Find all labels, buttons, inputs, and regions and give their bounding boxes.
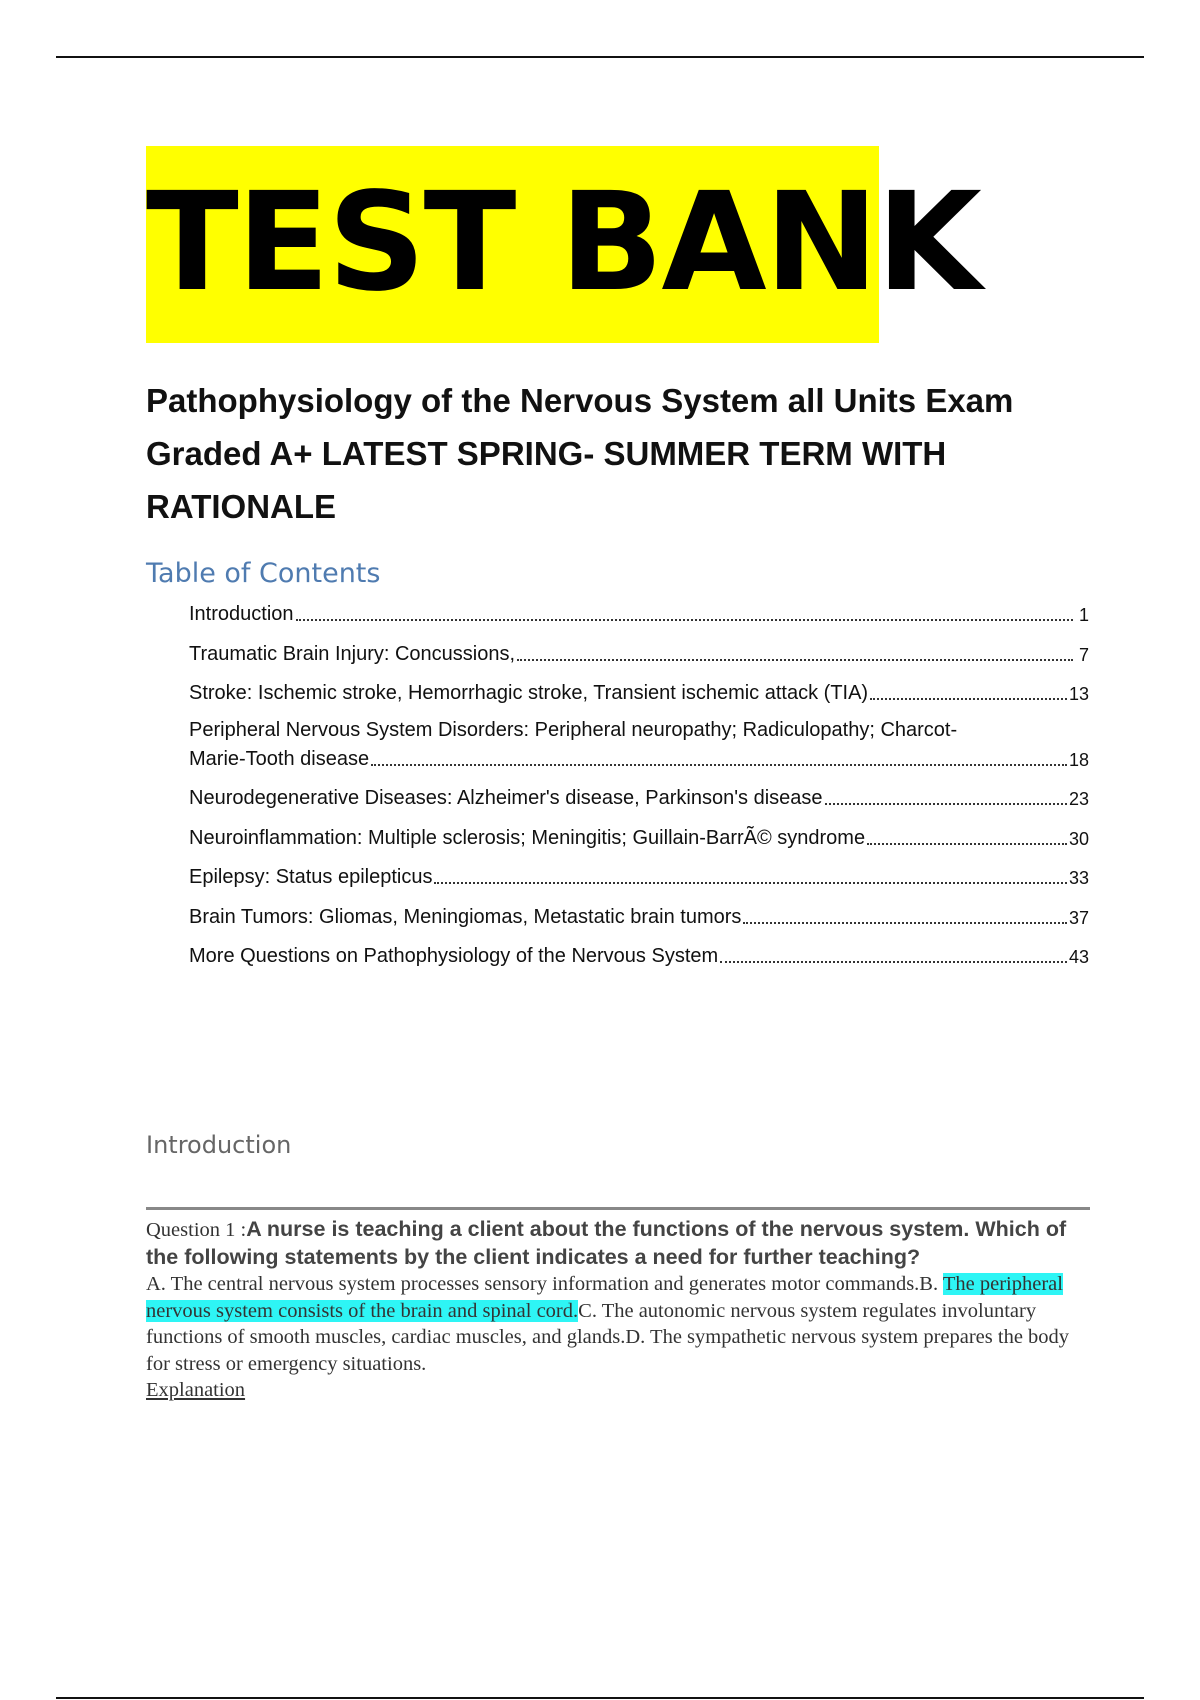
toc-entry-page: 30 bbox=[1068, 828, 1089, 849]
toc-entry-title: Stroke: Ischemic stroke, Hemorrhagic stroke, Transient ischemic attack (TIA) bbox=[189, 682, 869, 704]
toc-entry-title: Introduction bbox=[189, 603, 294, 625]
toc-entry-title: Neurodegenerative Diseases: Alzheimer's disease, Parkinson's disease bbox=[189, 787, 823, 809]
table-of-contents bbox=[189, 600, 1089, 982]
toc-entry-title: Neuroinflammation: Multiple sclerosis; Meningitis; Guillain-BarrÃ© syndrome bbox=[189, 826, 866, 849]
explanation-link[interactable]: Explanation bbox=[146, 1379, 246, 1401]
question-number: Question 1 : bbox=[146, 1219, 247, 1241]
toc-entry-title: Traumatic Brain Injury: Concussions, bbox=[189, 642, 516, 665]
header-rule bbox=[56, 56, 1144, 58]
toc-leader-dots bbox=[371, 764, 1067, 766]
toc-entry-traumatic-brain-injury[interactable] bbox=[189, 640, 1089, 666]
question-divider bbox=[146, 1207, 1090, 1210]
toc-entry-title: Brain Tumors: Gliomas, Meningiomas, Metastatic brain tumors bbox=[189, 905, 742, 928]
toc-heading: Table of Contents bbox=[146, 558, 381, 589]
toc-entry-page: 43 bbox=[1068, 947, 1089, 967]
section-heading-introduction: Introduction bbox=[146, 1131, 292, 1159]
toc-leader-dots bbox=[434, 882, 1067, 884]
test-bank-title: TEST BANK bbox=[146, 164, 980, 322]
toc-entry-neuroinflammation[interactable] bbox=[189, 824, 1089, 850]
toc-entry-peripheral-nervous-system[interactable] bbox=[189, 719, 1089, 771]
question-stem: A nurse is teaching a client about the functions of the nervous system. Which of the following statements by the client indicates a need for further teaching? bbox=[146, 1217, 1067, 1269]
toc-entry-neurodegenerative[interactable] bbox=[189, 784, 1089, 810]
toc-leader-dots bbox=[867, 843, 1067, 845]
option-d: D. The sympathetic nervous system prepares the body for stress or emergency situations. bbox=[146, 1326, 1070, 1375]
toc-entry-introduction[interactable] bbox=[189, 600, 1089, 626]
option-b-highlighted: The peripheral nervous system consists of the brain and spinal cord. bbox=[146, 1273, 1063, 1322]
option-a: A. The central nervous system processes sensory information and generates motor commands. bbox=[146, 1273, 920, 1295]
toc-entry-title: Epilepsy: Status epilepticus bbox=[189, 866, 433, 888]
toc-entry-page: 18 bbox=[1068, 749, 1089, 770]
toc-leader-dots bbox=[825, 803, 1067, 805]
toc-entry-stroke[interactable] bbox=[189, 679, 1089, 705]
toc-entry-epilepsy[interactable] bbox=[189, 863, 1089, 889]
toc-leader-dots bbox=[870, 698, 1067, 700]
toc-entry-page: 7 bbox=[1078, 644, 1089, 665]
toc-entry-page: 1 bbox=[1078, 605, 1089, 625]
toc-entry-title: More Questions on Pathophysiology of the Nervous System bbox=[189, 945, 719, 967]
toc-entry-more-questions[interactable] bbox=[189, 942, 1089, 968]
toc-entry-brain-tumors[interactable] bbox=[189, 903, 1089, 929]
toc-entry-title-continued: Marie-Tooth disease bbox=[189, 747, 370, 770]
toc-entry-page: 23 bbox=[1068, 789, 1089, 809]
toc-entry-page: 37 bbox=[1068, 907, 1089, 928]
toc-entry-page: 13 bbox=[1068, 684, 1089, 704]
toc-entry-page: 33 bbox=[1068, 868, 1089, 888]
option-b-prefix: B. bbox=[919, 1273, 943, 1295]
option-c: C. The autonomic nervous system regulates involuntary functions of smooth muscles, cardiac muscles, and glands. bbox=[146, 1299, 1037, 1348]
toc-entry-second-line bbox=[189, 745, 1089, 771]
question-block bbox=[146, 1216, 1090, 1404]
document-title: Pathophysiology of the Nervous System all Units Exam Graded A+ LATEST SPRING- SUMMER TERM WITH RATIONALE bbox=[146, 382, 1014, 525]
toc-entry-title: Peripheral Nervous System Disorders: Peripheral neuropathy; Radiculopathy; Charcot- bbox=[189, 718, 958, 741]
toc-leader-dots bbox=[296, 619, 1073, 621]
toc-leader-dots bbox=[720, 961, 1067, 963]
toc-leader-dots bbox=[743, 922, 1067, 924]
footer-rule bbox=[56, 1697, 1144, 1699]
toc-leader-dots bbox=[517, 659, 1073, 661]
